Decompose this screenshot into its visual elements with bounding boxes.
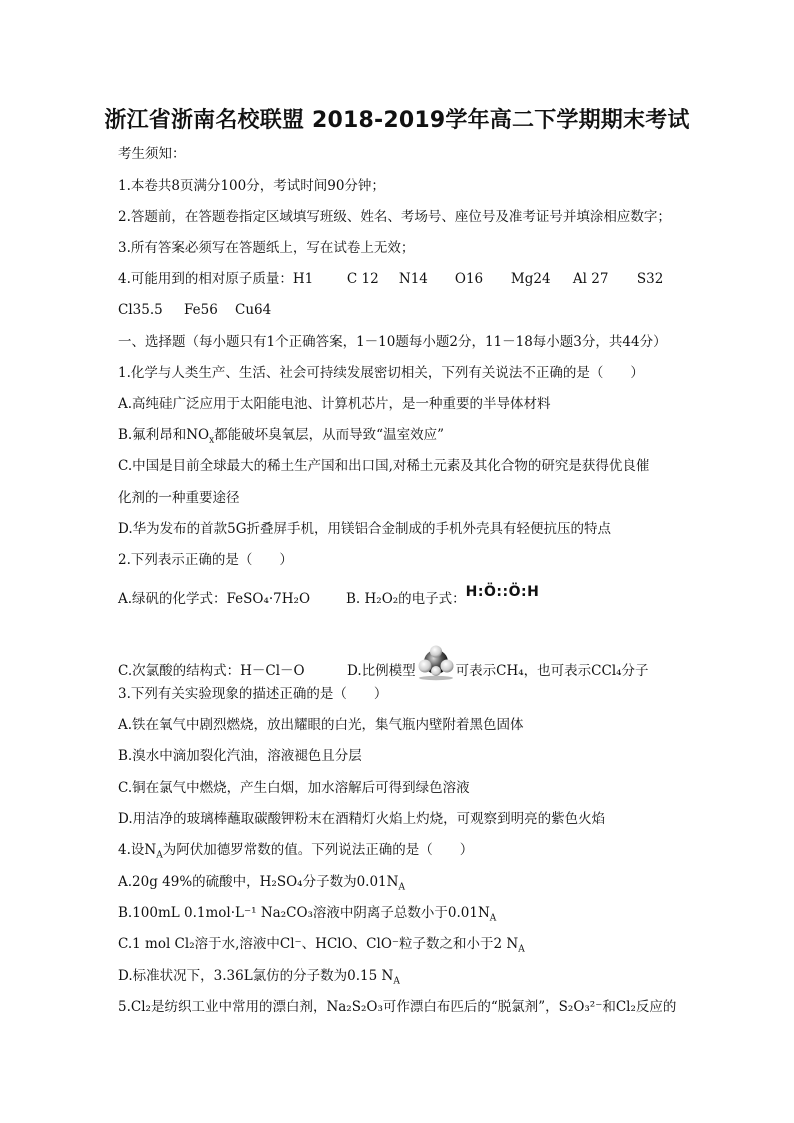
h2o2-electron-formula: H:Ö::Ö:H [465,584,540,600]
q1-option-c-line1: C.中国是目前全球最大的稀土生产国和出口国,对稀土元素及其化合物的研究是获得优良催 [118,458,650,474]
q4-b-text: B.100mL 0.1mol·L⁻¹ Na₂CO₃溶液中阴离子总数小于0.01N [118,905,490,921]
atomic-mass-mg: Mg24 [510,271,551,287]
q4-c-text: C.1 mol Cl₂溶于水,溶液中Cl⁻、HClO、ClO⁻粒子数之和小于2 N [118,936,519,952]
atomic-mass-h: H1 [292,271,314,287]
atomic-mass-label: 4.可能用到的相对原子质量： [118,271,293,287]
ch4-space-filling-model [417,645,455,686]
q2-option-a: A.绿矾的化学式：FeSO₄·7H₂O [118,591,311,607]
q3-option-c: C.铜在氯气中燃烧，产生白烟，加水溶解后可得到绿色溶液 [118,780,470,796]
q4-option-c [118,935,525,953]
q1-option-d: D.华为发布的首款5G折叠屏手机，用镁铝合金制成的手机外壳具有轻便抗压的特点 [118,521,612,537]
q3-option-a: A.铁在氧气中剧烈燃烧，放出耀眼的白光，集气瓶内壁附着黑色固体 [118,717,524,733]
atomic-mass-al: Al 27 [572,271,609,287]
q4-option-a [118,873,405,891]
q2-option-b: B. H₂O₂的电子式： [346,591,466,607]
q4-stem-pre: 4.设N [118,842,157,858]
q3-option-b: B.溴水中滴加裂化汽油，溶液褪色且分层 [118,748,362,764]
q4-d-text: D.标准状况下，3.36L氯仿的分子数为0.15 N [118,968,394,984]
notice-item-3: 3.所有答案必须写在答题纸上，写在试卷上无效； [118,240,415,256]
section-heading: 一、选择题（每小题只有1个正确答案，1－10题每小题2分，11－18每小题3分，共44分） [118,334,667,350]
q4-a-sub: A [398,882,405,893]
atomic-mass-s: S32 [636,271,664,287]
q1-b-post: 都能破坏臭氧层，从而导致“温室效应” [214,427,444,443]
q1-b-sub: x [209,435,215,446]
q3-option-d: D.用洁净的玻璃棒蘸取碳酸钾粉末在酒精灯火焰上灼烧，可观察到明亮的紫色火焰 [118,811,606,827]
q1-b-pre: B.氟利昂和NO [118,427,210,443]
q4-d-sub: A [393,976,400,987]
notice-item-2: 2.答题前，在答题卷指定区域填写班级、姓名、考场号、座位号及准考证号并填涂相应数字； [118,209,671,225]
q4-option-d [118,967,400,985]
q1-option-c-line2: 化剂的一种重要途径 [118,490,240,506]
q1-stem: 1.化学与人类生产、生活、社会可持续发展密切相关，下列有关说法不正确的是（ ） [118,365,644,381]
q2-stem: 2.下列表示正确的是（ ） [118,552,293,568]
notice-heading: 考生须知： [118,146,186,162]
q4-b-sub: A [489,913,497,924]
q4-a-text: A.20g 49%的硫酸中，H₂SO₄分子数为0.01N [118,874,399,890]
q1-option-a: A.高纯硅广泛应用于太阳能电池、计算机芯片，是一种重要的半导体材料 [118,396,551,412]
atomic-mass-cu: Cu64 [235,302,272,318]
notice-item-4-cont [118,301,271,319]
q4-stem [118,841,473,859]
atomic-mass-cl: Cl35.5 [118,302,163,318]
q4-stem-sub: A [156,850,163,861]
q4-c-sub: A [518,944,525,955]
q3-stem: 3.下列有关实验现象的描述正确的是（ ） [118,686,388,702]
q5-stem: 5.Cl₂是纺织工业中常用的漂白剂，Na₂S₂O₃可作漂白布匹后的“脱氯剂”，S₂O₃²⁻和Cl₂反应的 [118,999,677,1015]
q2-option-d-post: 可表示CH₄，也可表示CCl₄分子 [455,663,649,679]
q2-option-d-pre: D.比例模型 [347,663,416,679]
q1-option-b [118,426,444,444]
atomic-mass-o: O16 [454,271,484,287]
exam-title: 浙江省浙南名校联盟 2018-2019学年高二下学期期末考试 [104,108,690,133]
q2-options-ab [118,584,540,608]
q4-option-b [118,904,496,922]
q2-option-c: C.次氯酸的结构式：H－Cl－O [118,663,305,679]
atomic-mass-c: C 12 [346,271,379,287]
atomic-mass-n: N14 [398,271,428,287]
q4-stem-post: 为阿伏加德罗常数的值。下列说法正确的是（ ） [162,842,474,858]
atomic-mass-fe: Fe56 [184,302,218,318]
notice-item-4 [118,270,663,288]
notice-item-1: 1.本卷共8页满分100分，考试时间90分钟； [118,178,385,194]
